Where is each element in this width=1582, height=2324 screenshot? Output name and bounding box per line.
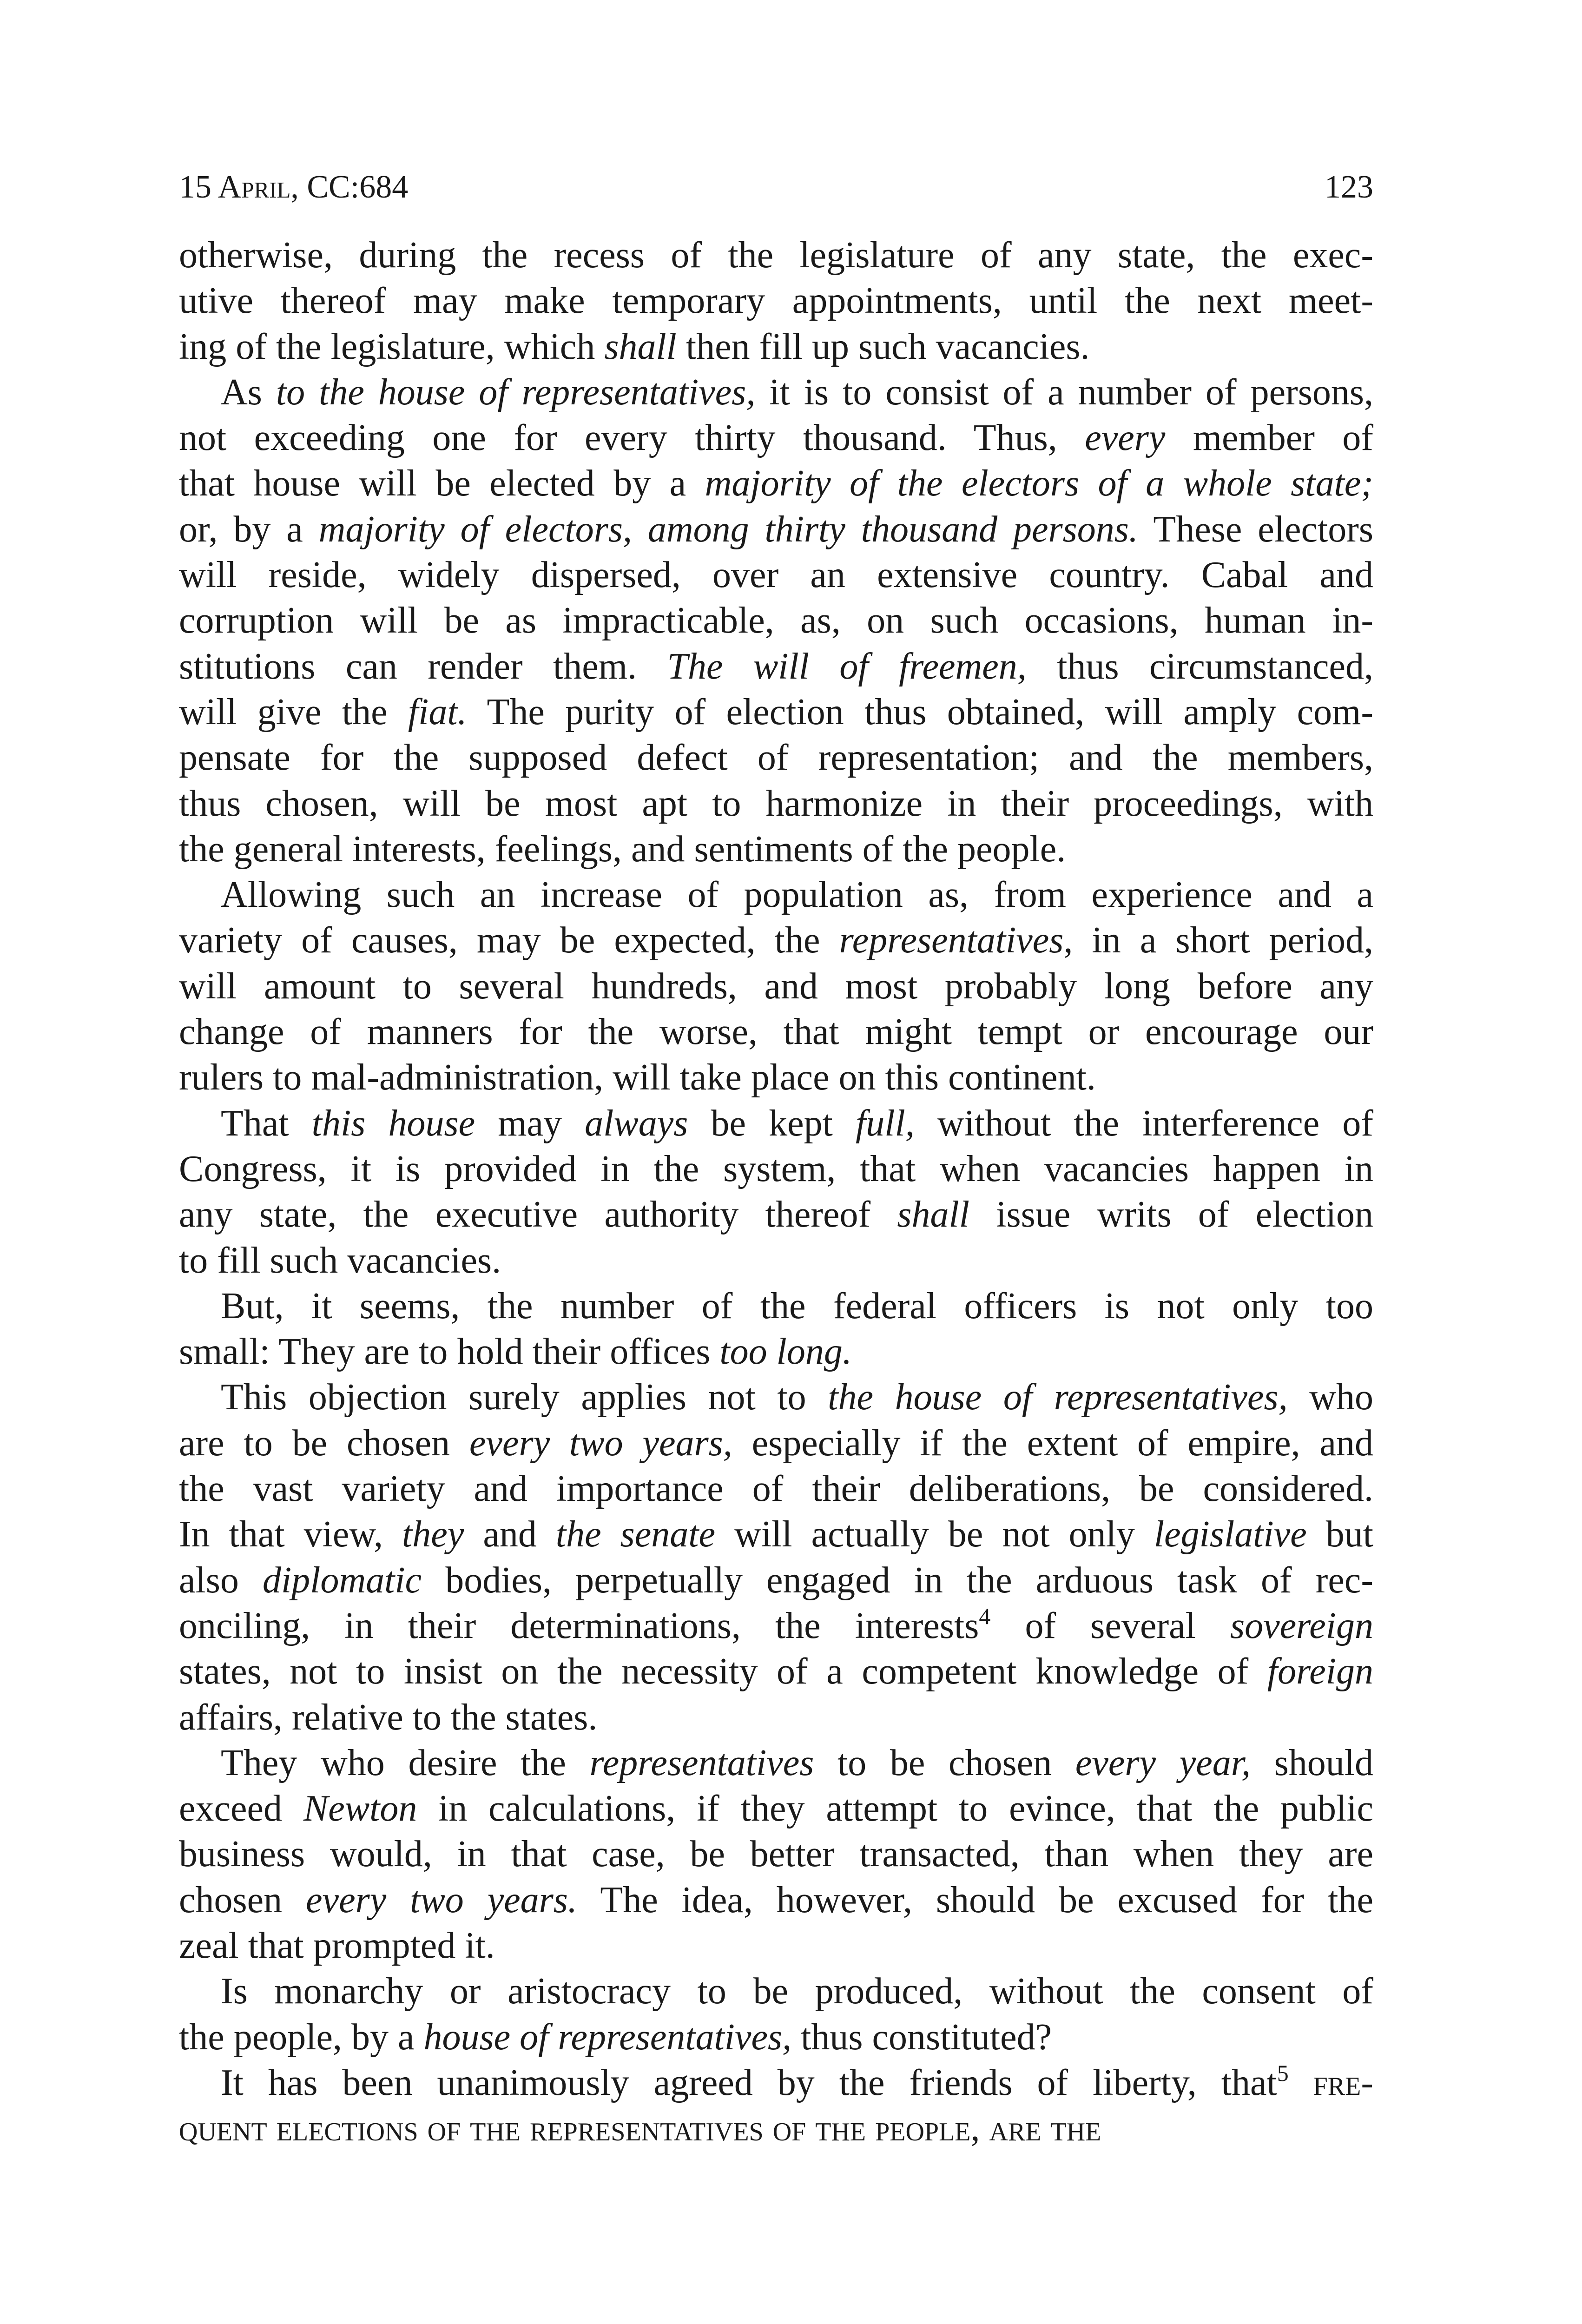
text-run: issue writs of election bbox=[969, 1194, 1373, 1235]
text-line bbox=[179, 1283, 1373, 1329]
text-run: It has been unanimously agreed by the friends of liberty, that bbox=[221, 2062, 1277, 2103]
italic-text: too long. bbox=[719, 1331, 852, 1373]
text-line bbox=[179, 278, 1373, 324]
text-line bbox=[179, 370, 1373, 415]
italic-text: every year, bbox=[1075, 1742, 1251, 1783]
text-line bbox=[179, 552, 1373, 598]
italic-text: this house bbox=[311, 1103, 475, 1144]
italic-text: fiat. bbox=[408, 691, 467, 733]
text-run: bodies, perpetually engaged in the arduous task of rec- bbox=[422, 1559, 1373, 1601]
text-run: in a short period, bbox=[1073, 920, 1374, 961]
text-run: quent elections of the representatives of the people, are the bbox=[179, 2108, 1101, 2149]
text-run: onciling, in their determinations, the interests bbox=[179, 1605, 979, 1646]
text-run: zeal that prompted it. bbox=[179, 1925, 495, 1966]
text-run: thus circumstanced, bbox=[1026, 646, 1374, 687]
italic-text: The will of freemen, bbox=[667, 646, 1027, 687]
text-run: without the interference of bbox=[914, 1103, 1374, 1144]
text-line bbox=[179, 1329, 1373, 1374]
text-line bbox=[179, 1466, 1373, 1512]
text-line bbox=[179, 918, 1373, 963]
text-run: They who desire the bbox=[221, 1742, 590, 1783]
italic-text: shall bbox=[897, 1194, 969, 1235]
italic-text: every two years, bbox=[469, 1422, 732, 1464]
text-line bbox=[179, 1192, 1373, 1237]
text-line bbox=[179, 1512, 1373, 1557]
text-run: to fill such vacancies. bbox=[179, 1240, 501, 1281]
text-line bbox=[179, 1695, 1373, 1740]
text-run: of several bbox=[990, 1605, 1230, 1646]
text-run: fre- bbox=[1288, 2062, 1374, 2103]
text-line bbox=[179, 598, 1373, 643]
text-run: The purity of election thus obtained, will amply com- bbox=[467, 691, 1374, 733]
text-run: but bbox=[1306, 1514, 1373, 1555]
text-line bbox=[179, 1055, 1373, 1100]
text-line bbox=[179, 1558, 1373, 1603]
text-run: affairs, relative to the states. bbox=[179, 1697, 598, 1738]
text-run: This objection surely applies not to bbox=[221, 1377, 828, 1418]
text-run: That bbox=[221, 1103, 312, 1144]
text-line bbox=[179, 1374, 1373, 1420]
text-line bbox=[179, 826, 1373, 872]
text-line bbox=[179, 689, 1373, 735]
text-line bbox=[179, 2014, 1373, 2060]
italic-text: representatives, bbox=[839, 920, 1073, 961]
text-line bbox=[179, 1101, 1373, 1146]
text-run: that house will be elected by a bbox=[179, 463, 705, 504]
text-run: Allowing such an increase of population as, from experience and a bbox=[221, 874, 1373, 916]
text-run: the people, by a bbox=[179, 2016, 424, 2058]
text-run: will give the bbox=[179, 691, 408, 733]
text-run: the vast variety and importance of their deliberations, be considered. bbox=[179, 1468, 1373, 1510]
text-run: As bbox=[221, 371, 276, 413]
text-run: small: They are to hold their offices bbox=[179, 1331, 720, 1373]
italic-text: foreign bbox=[1267, 1651, 1373, 1692]
text-run: states, not to insist on the necessity of a competent knowledge of bbox=[179, 1651, 1267, 1692]
text-run: it is to consist of a number of persons, bbox=[755, 371, 1374, 413]
running-head bbox=[179, 162, 1373, 213]
text-run: change of manners for the worse, that might tempt or encourage our bbox=[179, 1011, 1373, 1053]
text-line bbox=[179, 1786, 1373, 1831]
text-line bbox=[179, 1146, 1373, 1192]
text-run: business would, in that case, be better transacted, than when they are bbox=[179, 1834, 1373, 1875]
italic-text: shall bbox=[604, 326, 677, 367]
text-run: thus chosen, will be most apt to harmonize in their proceedings, with bbox=[179, 783, 1373, 824]
text-line bbox=[179, 415, 1373, 461]
text-line bbox=[179, 872, 1373, 918]
text-line bbox=[179, 644, 1373, 689]
text-run: stitutions can render them. bbox=[179, 646, 667, 687]
italic-text: the senate bbox=[555, 1514, 716, 1555]
text-run: who bbox=[1287, 1377, 1373, 1418]
text-run: are to be chosen bbox=[179, 1422, 470, 1464]
text-line bbox=[179, 1649, 1373, 1694]
italic-text: diplomatic bbox=[262, 1559, 422, 1601]
text-line bbox=[179, 2060, 1373, 2106]
footnote-ref: 4 bbox=[979, 1603, 991, 1629]
text-line bbox=[179, 1603, 1373, 1649]
text-run: member of bbox=[1165, 417, 1374, 459]
italic-text: every two years. bbox=[306, 1879, 577, 1921]
text-run: be kept bbox=[688, 1103, 856, 1144]
text-line bbox=[179, 1923, 1373, 1968]
italic-text: house of representatives, bbox=[423, 2016, 792, 2058]
text-line bbox=[179, 1238, 1373, 1283]
text-line bbox=[179, 1831, 1373, 1877]
text-run: rulers to mal-administration, will take place on this continent. bbox=[179, 1057, 1096, 1098]
text-line bbox=[179, 2106, 1373, 2151]
italic-text: always bbox=[585, 1103, 688, 1144]
text-line bbox=[179, 461, 1373, 506]
text-run: utive thereof may make temporary appointments, until the next meet- bbox=[179, 280, 1373, 322]
text-line bbox=[179, 735, 1373, 780]
text-run: variety of causes, may be expected, the bbox=[179, 920, 839, 961]
text-run: But, it seems, the number of the federal officers is not only too bbox=[221, 1285, 1373, 1327]
running-head-left: 15 April, CC:684 bbox=[179, 169, 409, 205]
text-run: pensate for the supposed defect of representation; and the members, bbox=[179, 737, 1373, 779]
italic-text: they bbox=[402, 1514, 464, 1555]
italic-text: full, bbox=[856, 1103, 915, 1144]
text-run: any state, the executive authority thereof bbox=[179, 1194, 897, 1235]
text-run: also bbox=[179, 1559, 263, 1601]
italic-text: Newton bbox=[303, 1788, 417, 1829]
text-run: otherwise, during the recess of the legislature of any state, the exec- bbox=[179, 235, 1373, 276]
text-run: and bbox=[464, 1514, 556, 1555]
text-run: or, by a bbox=[179, 508, 319, 550]
italic-text: the house of representatives, bbox=[828, 1377, 1288, 1418]
text-line bbox=[179, 1420, 1373, 1466]
italic-text: legislative bbox=[1154, 1514, 1307, 1555]
text-run: not exceeding one for every thirty thousand. Thus, bbox=[179, 417, 1085, 459]
text-run: thus constituted? bbox=[791, 2016, 1052, 2058]
text-line bbox=[179, 232, 1373, 278]
italic-text: to the house of representatives, bbox=[276, 371, 756, 413]
text-run: will reside, widely dispersed, over an extensive country. Cabal and bbox=[179, 555, 1373, 596]
text-run: then fill up such vacancies. bbox=[676, 326, 1090, 367]
body-text bbox=[179, 232, 1374, 2149]
text-run: The idea, however, should be excused for the bbox=[577, 1879, 1373, 1921]
text-run: to be chosen bbox=[814, 1742, 1075, 1783]
text-run: will amount to several hundreds, and most probably long before any bbox=[179, 965, 1373, 1007]
italic-text: majority of the electors of a whole state; bbox=[705, 463, 1373, 504]
text-run: exceed bbox=[179, 1788, 303, 1829]
italic-text: majority of electors, among thirty thousand persons. bbox=[318, 508, 1138, 550]
text-run: especially if the extent of empire, and bbox=[732, 1422, 1374, 1464]
text-run: These electors bbox=[1138, 508, 1373, 550]
text-run: In that view, bbox=[179, 1514, 402, 1555]
footnote-ref: 5 bbox=[1277, 2060, 1289, 2086]
text-run: chosen bbox=[179, 1879, 306, 1921]
text-run: ing of the legislature, which bbox=[179, 326, 605, 367]
page-number: 123 bbox=[1325, 169, 1373, 205]
italic-text: every bbox=[1085, 417, 1166, 459]
text-run: Is monarchy or aristocracy to be produced, without the consent of bbox=[221, 1971, 1373, 2012]
italic-text: representatives bbox=[589, 1742, 814, 1783]
text-run: in calculations, if they attempt to evince, that the public bbox=[417, 1788, 1374, 1829]
text-run: Congress, it is provided in the system, that when vacancies happen in bbox=[179, 1148, 1373, 1189]
text-run: corruption will be as impracticable, as, on such occasions, human in- bbox=[179, 600, 1373, 641]
text-run: will actually be not only bbox=[715, 1514, 1154, 1555]
text-line bbox=[179, 781, 1373, 826]
text-run: should bbox=[1250, 1742, 1373, 1783]
text-line bbox=[179, 324, 1373, 370]
text-line bbox=[179, 1009, 1373, 1055]
text-line bbox=[179, 507, 1373, 552]
text-line bbox=[179, 964, 1373, 1009]
text-run: may bbox=[475, 1103, 585, 1144]
italic-text: sovereign bbox=[1230, 1605, 1373, 1646]
text-line bbox=[179, 1877, 1373, 1923]
text-line bbox=[179, 1968, 1373, 2014]
text-line bbox=[179, 1740, 1373, 1786]
text-run: the general interests, feelings, and sentiments of the people. bbox=[179, 828, 1066, 870]
